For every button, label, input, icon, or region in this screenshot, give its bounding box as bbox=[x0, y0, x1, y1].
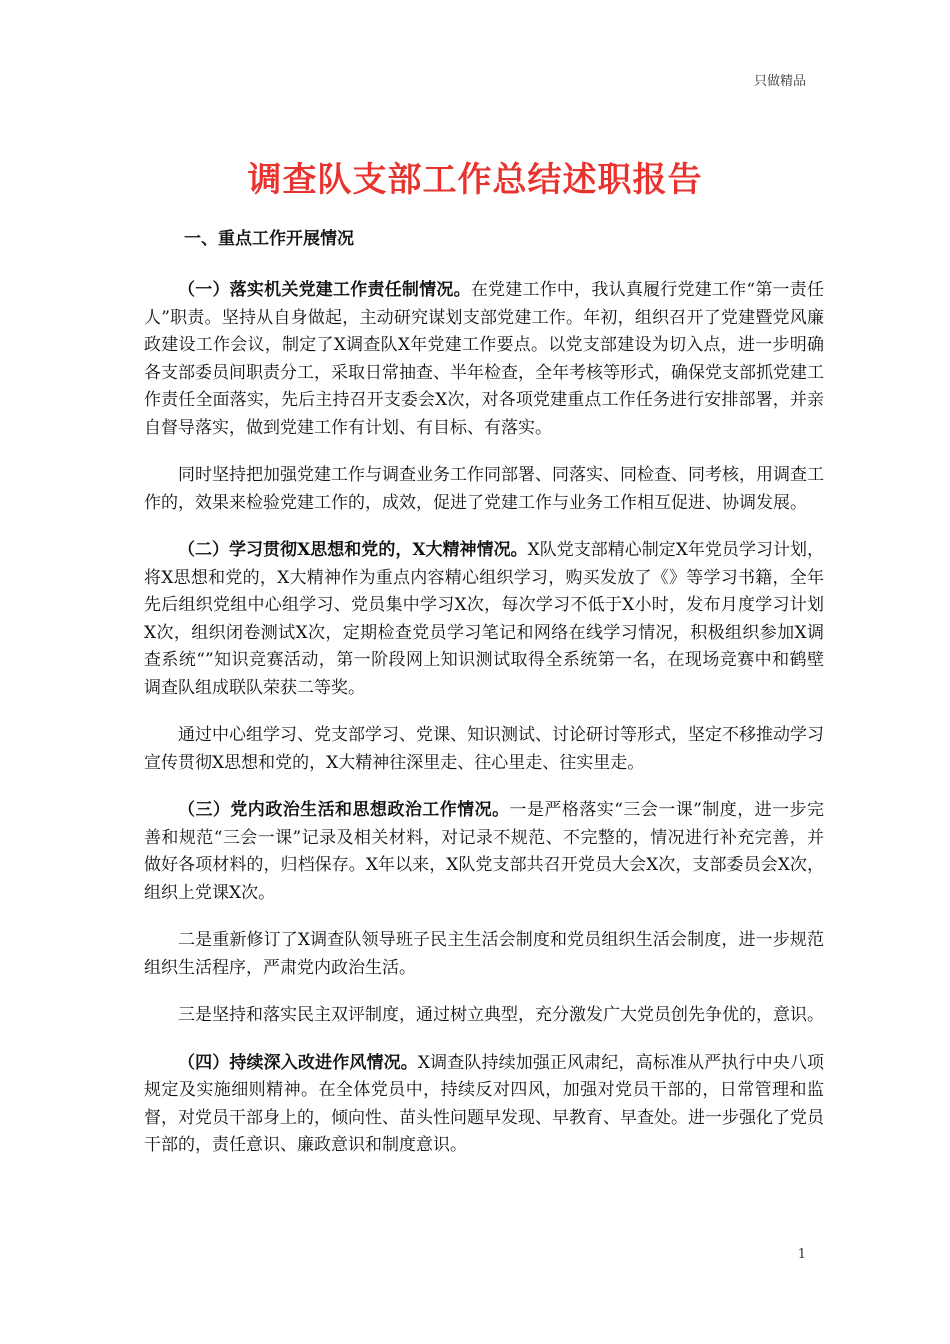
paragraph-5 bbox=[144, 797, 824, 907]
paragraph-text: 在党建工作中，我认真履行党建工作“第一责任人”职责。坚持从自身做起，主动研究谋划支部党建工作。年初，组织召开了党建暨党风廉政建设工作会议，制定了X调查队X年党建工作要点。以党支部建设为切入点，进一步明确各支部委员间职责分工，采取日常抽查、半年检查，全年考核等形式，确保党支部抓党建工作责任全面落实，先后主持召开支委会X次，对各项党建重点工作任务进行安排部署，并亲自督导落实，做到党建工作有计划、有目标、有落实。 bbox=[144, 280, 824, 438]
paragraph-lead: （一）落实机关党建工作责任制情况。 bbox=[178, 280, 471, 300]
paragraph-text: 一是严格落实“三会一课”制度，进一步完善和规范“三会一课”记录及相关材料，对记录不规范、不完整的，情况进行补充完善，并做好各项材料的，归档保存。X年以来，X队党支部共召开党员大会X次，支部委员会X次，组织上党课X次。 bbox=[144, 800, 824, 903]
paragraph-2 bbox=[144, 462, 824, 517]
paragraph-4 bbox=[144, 722, 824, 777]
paragraph-8 bbox=[144, 1050, 824, 1160]
paragraph-lead: （三）党内政治生活和思想政治工作情况。 bbox=[178, 800, 510, 820]
paragraph-text: X调查队持续加强正风肃纪，高标准从严执行中央八项规定及实施细则精神。在全体党员中，持续反对四风，加强对党员干部的，日常管理和监督，对党员干部身上的，倾向性、苗头性问题早发现、早教育、早查处。进一步强化了党员干部的，责任意识、廉政意识和制度意识。 bbox=[144, 1052, 825, 1155]
paragraph-text: 同时坚持把加强党建工作与调查业务工作同部署、同落实、同检查、同考核，用调查工作的，效果来检验党建工作的，成效，促进了党建工作与业务工作相互促进、协调发展。 bbox=[144, 465, 824, 513]
paragraph-6 bbox=[144, 927, 824, 982]
section-heading: 一、重点工作开展情况 bbox=[184, 229, 354, 249]
paragraph-7 bbox=[144, 1002, 824, 1030]
paragraph-3 bbox=[144, 537, 824, 702]
paragraph-1 bbox=[144, 277, 824, 442]
paragraph-lead: （二）学习贯彻X思想和党的，X大精神情况。 bbox=[178, 540, 528, 560]
paragraph-text: X队党支部精心制定X年党员学习计划，将X思想和党的，X大精神作为重点内容精心组织学习，购买发放了《》等学习书籍，全年先后组织党组中心组学习、党员集中学习X次，每次学习不低于X小时，发布月度学习计划X次，组织闭卷测试X次，定期检查党员学习笔记和网络在线学习情况，积极组织参加X调查系统“”知识竞赛活动，第一阶段网上知识测试取得全系统第一名，在现场竞赛中和鹤壁调查队组成联队荣获二等奖。 bbox=[144, 540, 824, 698]
header-note: 只做精品 bbox=[753, 74, 806, 89]
paragraph-lead: （四）持续深入改进作风情况。 bbox=[178, 1052, 418, 1073]
document-title: 调查队支部工作总结述职报告 bbox=[247, 160, 703, 200]
paragraph-text: 三是坚持和落实民主双评制度，通过树立典型，充分激发广大党员创先争优的，意识。 bbox=[178, 1005, 824, 1025]
paragraph-text: 通过中心组学习、党支部学习、党课、知识测试、讨论研讨等形式，坚定不移推动学习宣传贯彻X思想和党的，X大精神往深里走、往心里走、往实里走。 bbox=[144, 725, 824, 773]
document-body bbox=[144, 225, 824, 1180]
paragraph-text: 二是重新修订了X调查队领导班子民主生活会制度和党员组织生活会制度，进一步规范组织生活程序，严肃党内政治生活。 bbox=[144, 930, 824, 978]
page-number: 1 bbox=[797, 1247, 806, 1262]
